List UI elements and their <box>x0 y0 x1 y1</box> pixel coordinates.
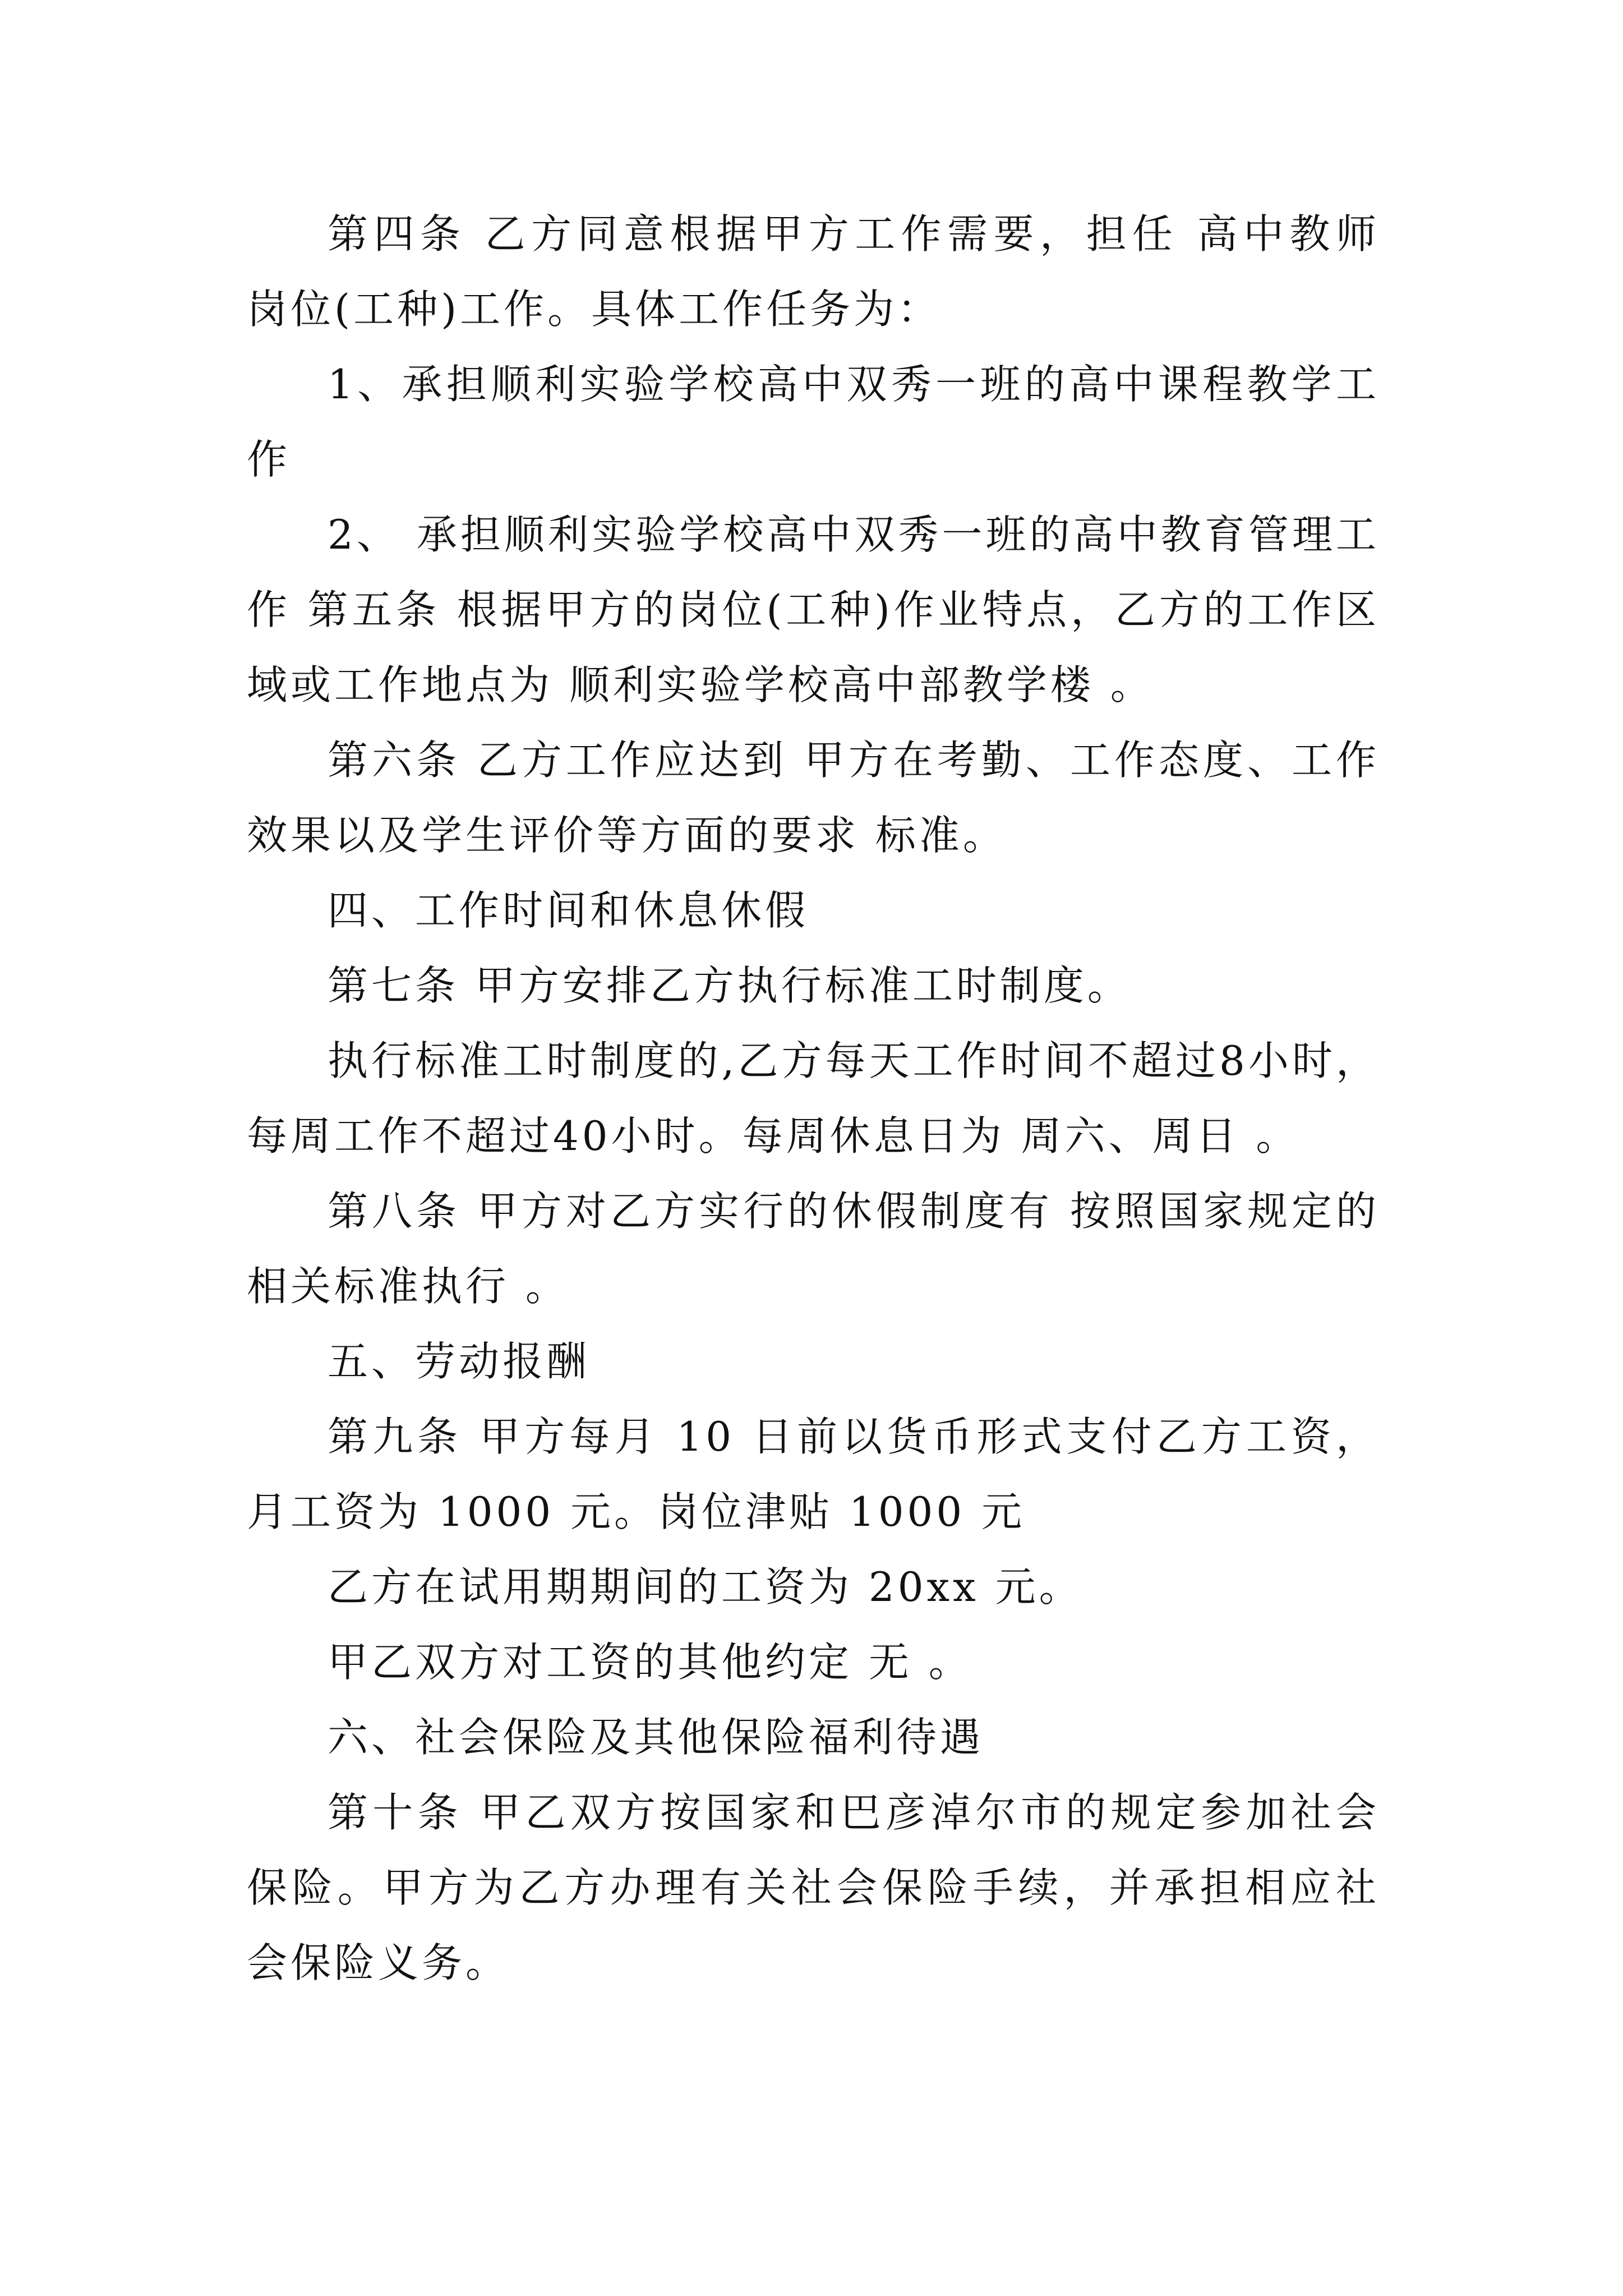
section-heading-remuneration: 五、劳动报酬 <box>328 1338 591 1385</box>
article-7-paragraph: 第七条 甲方安排乙方执行标准工时制度。 <box>328 962 1131 1009</box>
task-item-1: 1、承担顺利实验学校高中双秀一班的高中课程教学工作 <box>247 361 1380 483</box>
article-4-paragraph: 第四条 乙方同意根据甲方工作需要，担任 高中教师 岗位(工种)工作。具体工作任务为： <box>247 210 1380 333</box>
section-heading-social-insurance: 六、社会保险及其他保险福利待遇 <box>328 1714 984 1761</box>
other-salary-agreement-paragraph: 甲乙双方对工资的其他约定 无 。 <box>328 1639 972 1686</box>
task-item-2-article-5: 2、 承担顺利实验学校高中双秀一班的高中教育管理工作 第五条 根据甲方的岗位(工种)作业特点，乙方的工作区域或工作地点为 顺利实验学校高中部教学楼 。 <box>247 511 1380 708</box>
document-body <box>247 196 1380 2000</box>
article-8-paragraph: 第八条 甲方对乙方实行的休假制度有 按照国家规定的相关标准执行 。 <box>247 1188 1380 1310</box>
article-9-paragraph: 第九条 甲方每月 10 日前以货币形式支付乙方工资，月工资为 1000 元。岗位津贴 1000 元 <box>247 1413 1380 1535</box>
standard-hours-paragraph: 执行标准工时制度的,乙方每天工作时间不超过8小时，每周工作不超过40小时。每周休息日为 周六、周日 。 <box>247 1037 1380 1159</box>
section-heading-work-hours: 四、工作时间和休息休假 <box>328 887 809 934</box>
article-6-paragraph: 第六条 乙方工作应达到 甲方在考勤、工作态度、工作效果以及学生评价等方面的要求 标准。 <box>247 737 1380 859</box>
probation-salary-paragraph: 乙方在试用期期间的工资为 20xx 元。 <box>328 1563 1083 1611</box>
article-10-paragraph: 第十条 甲乙双方按国家和巴彦淖尔市的规定参加社会保险。甲方为乙方办理有关社会保险手续，并承担相应社会保险义务。 <box>247 1789 1380 1986</box>
